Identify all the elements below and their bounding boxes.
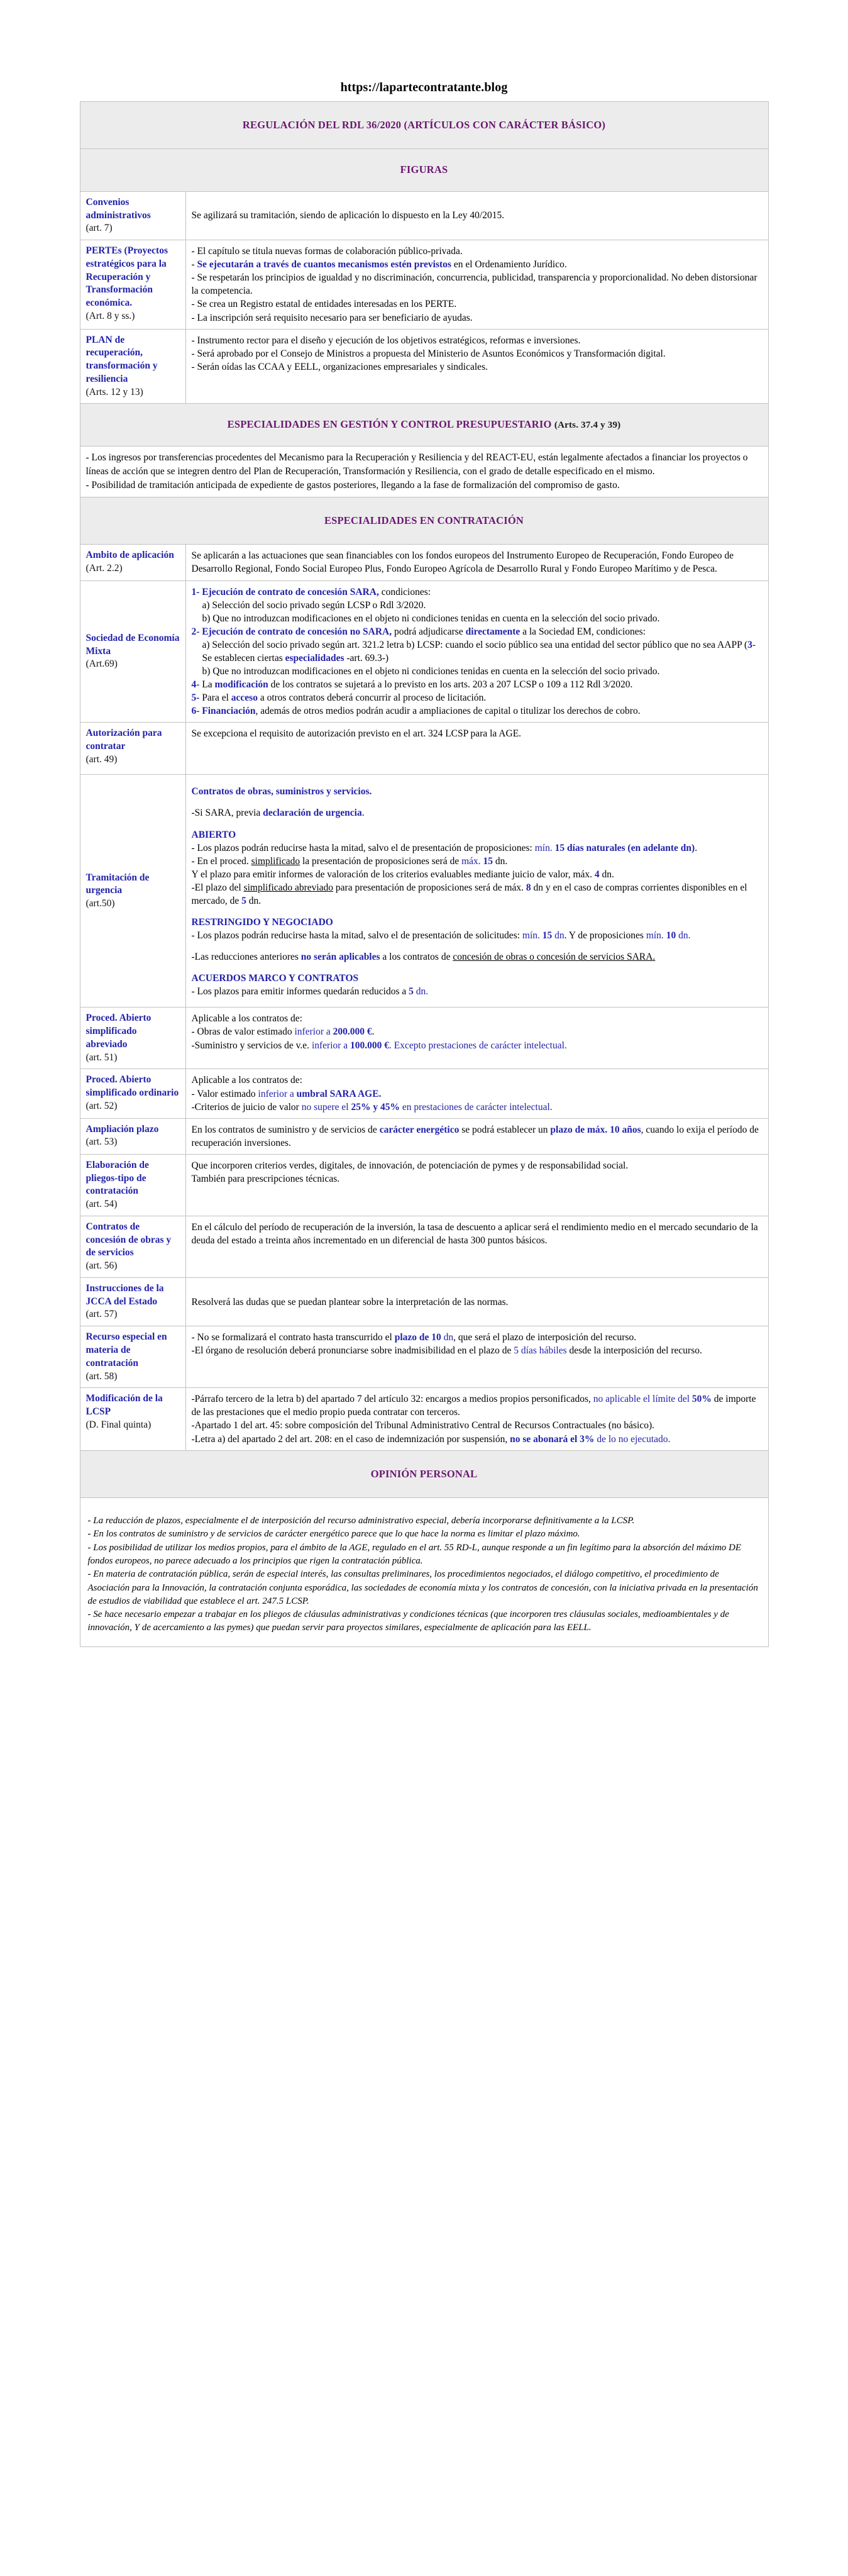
body-line-2 xyxy=(192,1344,763,1357)
inline-highlight: 1- Ejecución de contrato de concesión SARA, xyxy=(191,586,379,597)
inline-text: . Y de proposiciones xyxy=(564,930,646,941)
spacer xyxy=(192,963,763,972)
label-text: Ampliación plazo xyxy=(85,1123,159,1135)
inline-underline: concesión de obras o concesión de servicios SARA. xyxy=(453,952,656,963)
body-line-6 xyxy=(192,704,763,718)
inline-blue: dn xyxy=(441,1332,454,1343)
label-text: Sociedad de Economía Mixta xyxy=(85,632,180,657)
label-text: Tramitación de urgencia xyxy=(85,872,150,896)
label-text: Proced. Abierto simplificado abreviado xyxy=(85,1013,151,1050)
label-article: (art. 58) xyxy=(85,1370,118,1382)
inline-highlight: no se abonará el 3% xyxy=(510,1433,595,1445)
body-line: - Se crea un Registro estatal de entidades interesadas en los PERTE. xyxy=(191,299,457,310)
row-body-sociedad xyxy=(185,580,768,723)
body-line-1 xyxy=(192,1331,763,1344)
table-row xyxy=(80,446,768,497)
subheading-restringido: RESTRINGIDO Y NEGOCIADO xyxy=(191,916,333,928)
table-row xyxy=(80,1118,768,1154)
inline-highlight: 4 xyxy=(594,869,600,880)
table-row xyxy=(80,497,768,544)
row-body-pertes xyxy=(185,240,768,329)
row-body-convenios xyxy=(185,191,768,240)
inline-text: Y el plazo para emitir informes de valoración de los criterios evaluables mediante juicio de valor, máx. xyxy=(191,869,595,880)
inline-blue: mín. xyxy=(522,930,540,941)
inline-blue: dn. xyxy=(676,930,691,941)
row-body-ampliacion xyxy=(185,1118,768,1154)
label-article: (art. 51) xyxy=(85,1052,118,1063)
subheading-contratos: Contratos de obras, suministros y servicios. xyxy=(191,786,372,797)
label-article: (art.50) xyxy=(85,898,115,909)
inline-text: desde la interposición del recurso. xyxy=(566,1345,702,1357)
table-row xyxy=(80,1388,768,1450)
opinion-line: - En los contratos de suministro y de servicios de carácter energético parece que lo que hace la norma es limitar el plazo máximo. xyxy=(87,1529,580,1540)
inline-text: - Los plazos para emitir informes quedarán reducidos a xyxy=(191,986,409,997)
subheading-acuerdos: ACUERDOS MARCO Y CONTRATOS xyxy=(191,973,359,984)
body-line-1b: b) Que no introduzcan modificaciones en el objeto ni condiciones tenidas en cuenta en la selección del socio privado. xyxy=(202,613,660,624)
inline-highlight: 100.000 € xyxy=(350,1040,390,1051)
body-line-1a: a) Selección del socio privado según LCSP o Rdl 3/2020. xyxy=(202,599,426,611)
row-label-plan xyxy=(80,329,185,404)
inline-highlight: umbral SARA AGE. xyxy=(296,1088,382,1099)
body-line: - Será aprobado por el Consejo de Ministros a propuesta del Ministerio de Asuntos Económicos y Transformación digital. xyxy=(191,348,666,359)
inline-highlight: declaración de urgencia xyxy=(263,808,362,819)
row-label-modificacion xyxy=(80,1388,185,1450)
row-label-pertes xyxy=(80,240,185,329)
inline-blue: no aplicable el límite del xyxy=(593,1394,692,1405)
row-label-ordinario xyxy=(80,1069,185,1118)
inline-text: -art. 69.3-) xyxy=(344,652,389,663)
row-body-opinion xyxy=(80,1498,768,1647)
opinion-line: - Se hace necesario empezar a trabajar en los pliegos de cláusulas administrativas y condiciones técnicas (que incorporen tres cláusulas sociales, medioambientales y de innovación, Y de acercamiento a las pymes) que puedan servir para proyectos similares, especialmente de aplicación para las EELL. xyxy=(87,1609,729,1633)
label-text: Elaboración de pliegos-tipo de contratación xyxy=(85,1159,149,1197)
body-line-abierto-3 xyxy=(192,868,763,881)
inline-text: se podrá establecer un xyxy=(459,1124,551,1135)
inline-highlight: 8 xyxy=(526,882,531,893)
inline-text: dn. xyxy=(599,869,614,880)
inline-highlight: especialidades xyxy=(285,652,344,663)
inline-underline: simplificado abreviado xyxy=(243,882,334,893)
banner-figuras: FIGURAS xyxy=(80,149,768,191)
inline-text: -Letra a) del apartado 2 del art. 208: en el caso de indemnización por suspensión, xyxy=(191,1433,510,1445)
label-article: (art. 56) xyxy=(85,1260,118,1272)
inline-text: para presentación de proposiciones será de máx. xyxy=(333,882,526,893)
inline-highlight: 15 días naturales (en adelante dn) xyxy=(552,842,695,853)
label-text: Modificación de la LCSP xyxy=(85,1393,163,1418)
inline-blue: inferior a xyxy=(258,1088,297,1099)
inline-text: , que será el plazo de interposición del recurso. xyxy=(453,1332,637,1343)
banner-main: REGULACIÓN DEL RDL 36/2020 (ARTÍCULOS CON CARÁCTER BÁSICO) xyxy=(80,102,768,149)
label-text: PLAN de recuperación, transformación y resiliencia xyxy=(85,334,158,384)
body-line-suministro xyxy=(192,1039,763,1052)
inline-text: a los contratos de xyxy=(380,952,453,963)
inline-text: de importe de las prestaciones que el medio propio pueda contratar con terceros. xyxy=(191,1394,756,1418)
inline-highlight: plazo de máx. 10 años xyxy=(550,1124,641,1135)
body-line: - Serán oídas las CCAA y EELL, organizaciones empresariales y sindicales. xyxy=(191,361,488,372)
label-article: (Art.69) xyxy=(85,658,118,670)
inline-text: a otros contratos deberá concurrir al proceso de licitación. xyxy=(257,692,487,704)
inline-highlight: 15 xyxy=(539,930,553,941)
body-line: Aplicable a los contratos de: xyxy=(191,1075,302,1086)
table-row xyxy=(80,191,768,240)
inline-text: En los contratos de suministro y de servicios de xyxy=(191,1124,380,1135)
body-line: - Posibilidad de tramitación anticipada de expediente de gastos posteriores, llegando a la fase de formalización del compromiso de gasto. xyxy=(85,479,620,491)
label-article: (art. 52) xyxy=(85,1100,118,1111)
row-body-modificacion xyxy=(185,1388,768,1450)
spacer xyxy=(88,1508,761,1514)
inline-text: -Párrafo tercero de la letra b) del apartado 7 del artículo 32: encargos a medios propios personificados, xyxy=(191,1394,593,1405)
inline-blue: inferior a xyxy=(311,1040,351,1051)
table-row xyxy=(80,545,768,580)
inline-blue: máx. xyxy=(461,855,481,867)
inline-text: Se establecen ciertas xyxy=(202,652,285,663)
label-article: (art. 7) xyxy=(85,223,113,234)
table-row xyxy=(80,149,768,191)
table-row xyxy=(80,329,768,404)
inline-text: -Criterios de juicio de valor xyxy=(191,1101,302,1113)
table-row xyxy=(80,1498,768,1647)
inline-text: -Suministro y servicios de v.e. xyxy=(191,1040,312,1051)
inline-highlight: 3- xyxy=(747,639,756,650)
banner-gestion xyxy=(80,404,768,446)
body-line-2a xyxy=(192,638,763,665)
label-article: (Arts. 12 y 13) xyxy=(85,386,143,397)
spacer xyxy=(192,820,763,828)
banner-contratacion: ESPECIALIDADES EN CONTRATACIÓN xyxy=(80,497,768,544)
body-line-valor xyxy=(192,1087,763,1101)
row-label-ampliacion xyxy=(80,1118,185,1154)
inline-text: . xyxy=(372,1026,375,1038)
row-body-gestion xyxy=(80,446,768,497)
table-row xyxy=(80,1277,768,1326)
body-line-reducciones xyxy=(192,950,763,963)
opinion-line: - La reducción de plazos, especialmente el de interposición del recurso administrativo especial, debería incorporarse definitivamente a la LCSP. xyxy=(87,1516,635,1526)
inline-highlight: 10 xyxy=(663,930,676,941)
row-label-concesion xyxy=(80,1216,185,1277)
inline-blue: 5 días hábiles xyxy=(514,1345,567,1357)
body-line-2b: b) Que no introduzcan modificaciones en el objeto ni condiciones tenidas en cuenta en la selección del socio privado. xyxy=(202,665,660,677)
inline-text: , cuando lo exija el período de recuperación inversiones. xyxy=(191,1124,759,1148)
row-label-sociedad xyxy=(80,580,185,723)
inline-underline: simplificado xyxy=(251,855,300,867)
label-text: Contratos de concesión de obras y de servicios xyxy=(85,1221,172,1258)
regulation-table xyxy=(80,101,769,1647)
body-line-abierto-1 xyxy=(192,841,763,855)
row-body-pliegos xyxy=(185,1154,768,1216)
spacer xyxy=(192,908,763,916)
body-line-4 xyxy=(192,678,763,691)
inline-text: podrá adjudicarse xyxy=(392,626,466,637)
inline-highlight: carácter energético xyxy=(379,1124,460,1135)
label-article: (D. Final quinta) xyxy=(85,1419,151,1430)
body-line-obras xyxy=(192,1025,763,1038)
row-label-recurso xyxy=(80,1326,185,1388)
inline-text: a) Selección del socio privado según art. 321.2 letra b) LCSP: cuando el socio público sea una entidad del sector público que no sea AAPP ( xyxy=(202,639,748,650)
inline-text: a la Sociedad EM, condiciones: xyxy=(520,626,646,637)
spacer xyxy=(192,942,763,950)
label-article: (Art. 2.2) xyxy=(85,563,123,574)
inline-text: - En el proced. xyxy=(191,855,251,867)
body-line: - Los ingresos por transferencias procedentes del Mecanismo para la Recuperación y Resiliencia y del REACT-EU, están legalmente afectados a financiar los proyectos o líneas de acción que se integren dentro del Plan de Recuperación, Transformación y Resiliencia, con el grado de detalle especificado en el mismo. xyxy=(85,452,748,477)
label-text: Autorización para contratar xyxy=(85,728,162,752)
table-row xyxy=(80,240,768,329)
table-row xyxy=(80,1154,768,1216)
banner-gestion-suffix: (Arts. 37.4 y 39) xyxy=(554,420,621,431)
label-text: Instrucciones de la JCCA del Estado xyxy=(85,1282,164,1307)
body-line-acuerdos xyxy=(192,985,763,998)
label-text: Ambito de aplicación xyxy=(85,550,174,561)
inline-text: -El órgano de resolución deberá pronunciarse sobre inadmisibilidad en el plazo de xyxy=(191,1345,514,1357)
body-line-1 xyxy=(192,1392,763,1419)
label-article: (art. 53) xyxy=(85,1136,118,1148)
inline-highlight: 5 xyxy=(241,895,246,906)
label-text: Recurso especial en materia de contratación xyxy=(85,1331,167,1368)
inline-highlight: 4- xyxy=(191,679,200,691)
inline-highlight: 15 xyxy=(480,855,493,867)
inline-highlight: 50% xyxy=(691,1394,712,1405)
body-line: Aplicable a los contratos de: xyxy=(191,1013,302,1024)
row-body-ordinario xyxy=(185,1069,768,1118)
inline-blue: . Excepto prestaciones de carácter intelectual. xyxy=(389,1040,567,1051)
inline-text: dn. xyxy=(246,895,262,906)
row-body-recurso xyxy=(185,1326,768,1388)
inline-highlight: plazo de 10 xyxy=(394,1332,441,1343)
inline-highlight: 200.000 € xyxy=(333,1026,372,1038)
table-row xyxy=(80,1326,768,1388)
inline-highlight: 6- Financiación xyxy=(191,706,256,717)
body-line: Que incorporen criterios verdes, digitales, de innovación, de potenciación de pymes y de responsabilidad social. xyxy=(191,1160,629,1171)
body-line: - La inscripción será requisito necesario para ser beneficiario de ayudas. xyxy=(191,312,473,323)
inline-text: Para el xyxy=(199,692,231,704)
inline-highlight: 2- Ejecución de contrato de concesión no SARA, xyxy=(191,626,392,637)
row-body-autorizacion: Se excepciona el requisito de autorización previsto en el art. 324 LCSP para la AGE. xyxy=(185,723,768,775)
body-line: - El capítulo se titula nuevas formas de colaboración público-privada. xyxy=(191,246,463,257)
body-line-abierto-2 xyxy=(192,855,763,868)
row-label-ambito xyxy=(80,545,185,580)
inline-text: - Valor estimado xyxy=(191,1088,258,1099)
body-line-5 xyxy=(192,691,763,704)
label-article: (art. 54) xyxy=(85,1199,118,1210)
body-line-abierto-4 xyxy=(192,881,763,908)
row-body-tramitacion xyxy=(185,775,768,1008)
inline-blue: mín. xyxy=(646,930,664,941)
row-label-convenios xyxy=(80,191,185,240)
subheading-abierto: ABIERTO xyxy=(191,829,236,840)
body-line-criterios xyxy=(192,1101,763,1114)
inline-text: condiciones: xyxy=(378,586,431,597)
label-text: Convenios administrativos xyxy=(85,196,151,221)
inline-highlight: acceso xyxy=(231,692,258,704)
inline-text: dn y en el caso de compras corrientes disponibles en el mercado, de xyxy=(191,882,747,906)
inline-text: . xyxy=(361,808,365,819)
inline-blue: dn. xyxy=(413,986,429,997)
opinion-line: - Los posibilidad de utilizar los medios propios, para el ámbito de la AGE, regulado en el art. 55 RD-L, aunque responde a un fin legítimo para la absorción del máximo DE fondos europeos, no parece adecuado a los principios que rigen la contratación pública. xyxy=(87,1542,742,1566)
body-line-3 xyxy=(192,1433,763,1446)
inline-blue: no supere el xyxy=(301,1101,351,1113)
inline-highlight: no serán aplicables xyxy=(300,952,380,963)
table-row xyxy=(80,1008,768,1069)
table-row xyxy=(80,723,768,775)
inline-highlight: 5 xyxy=(409,986,414,997)
body-line-2 xyxy=(192,625,763,638)
table-row xyxy=(80,1216,768,1277)
row-body-abreviado xyxy=(185,1008,768,1069)
row-label-tramitacion xyxy=(80,775,185,1008)
table-row xyxy=(80,102,768,149)
inline-text: La xyxy=(199,679,215,691)
row-label-jcca xyxy=(80,1277,185,1326)
site-title: https://lapartecontratante.blog xyxy=(340,80,508,94)
table-row xyxy=(80,1069,768,1118)
inline-highlight: directamente xyxy=(465,626,520,637)
inline-highlight: modificación xyxy=(214,679,268,691)
label-article: (art. 57) xyxy=(85,1309,118,1320)
banner-gestion-text: ESPECIALIDADES EN GESTIÓN Y CONTROL PRESUPUESTARIO xyxy=(227,418,552,431)
body-line: También para prescripciones técnicas. xyxy=(191,1173,340,1184)
inline-text: - No se formalizará el contrato hasta transcurrido el xyxy=(191,1332,395,1343)
body-line-1 xyxy=(192,586,763,599)
inline-blue: inferior a xyxy=(294,1026,333,1038)
inline-text: -Las reducciones anteriores xyxy=(191,952,301,963)
row-label-autorizacion xyxy=(80,723,185,775)
opinion-line: - En materia de contratación pública, serán de especial interés, las consultas preliminares, los procedimientos negociados, el diálogo competitivo, el procedimiento de Asociación para la Innovación, la contratación conjunta esporádica, las sociedades de economía mixta y los contratos de concesión, con la iniciativa privada en la presentación de estudios de viabilidad que establece el art. 247.5 LCSP. xyxy=(87,1569,758,1606)
inline-text: - Obras de valor estimado xyxy=(191,1026,295,1038)
row-label-abreviado xyxy=(80,1008,185,1069)
body-line-highlight: - Se ejecutarán a través de cuantos mecanismos estén previstos en el Ordenamiento Jurídico. xyxy=(191,259,567,270)
inline-text: - Los plazos podrán reducirse hasta la mitad, salvo el de presentación de solicitudes: xyxy=(191,930,522,941)
label-article: (Art. 8 y ss.) xyxy=(85,311,135,321)
label-text: PERTEs (Proyectos estratégicos para la Recuperación y Transformación económica. xyxy=(85,245,168,309)
inline-blue: dn xyxy=(552,930,564,941)
table-row xyxy=(80,404,768,446)
row-body-jcca: Resolverá las dudas que se puedan plantear sobre la interpretación de las normas. xyxy=(185,1277,768,1326)
inline-blue: en prestaciones de carácter intelectual. xyxy=(399,1101,553,1113)
body-line: - Se respetarán los principios de igualdad y no discriminación, concurrencia, publicidad, transparencia y proporcionalidad. No deben distorsionar la competencia. xyxy=(191,272,757,297)
inline-blue: mín. xyxy=(534,842,553,853)
table-row xyxy=(80,775,768,1008)
body-line: Se agilizará su tramitación, siendo de aplicación lo dispuesto en la Ley 40/2015. xyxy=(191,210,505,221)
table-row xyxy=(80,1450,768,1497)
table-row xyxy=(80,580,768,723)
row-label-pliegos xyxy=(80,1154,185,1216)
label-article: (art. 49) xyxy=(85,753,118,765)
body-line-restringido-1 xyxy=(192,929,763,942)
inline-text: de los contratos se sujetará a lo previsto en los arts. 203 a 207 LCSP o 109 a 112 Rdl 3/2020. xyxy=(268,679,633,691)
inline-blue: de lo no ejecutado. xyxy=(594,1433,671,1445)
inline-text: la presentación de proposiciones será de xyxy=(300,855,462,867)
inline-text: dn. xyxy=(493,855,508,867)
inline-text: , además de otros medios podrán acudir a ampliaciones de capital o titulizar los derechos de cobro. xyxy=(255,706,641,717)
row-body-plan xyxy=(185,329,768,404)
inline-text: - Los plazos podrán reducirse hasta la mitad, salvo el de presentación de proposiciones: xyxy=(191,842,535,853)
body-line-sara xyxy=(192,806,763,819)
row-body-concesion: En el cálculo del período de recuperación de la inversión, la tasa de descuento a aplicar será el rendimiento medio en el mercado secundario de la deuda del estado a treinta años incrementado en un diferencial de hasta 300 puntos básicos. xyxy=(185,1216,768,1277)
inline-text: -El plazo del xyxy=(191,882,244,893)
inline-text: . xyxy=(695,842,698,853)
body-line: - Instrumento rector para el diseño y ejecución de los objetivos estratégicos, reformas e inversiones. xyxy=(191,335,581,346)
banner-opinion: OPINIÓN PERSONAL xyxy=(80,1450,768,1497)
body-line-2: -Apartado 1 del art. 45: sobre composición del Tribunal Administrativo Central de Recursos Contractuales (no básico). xyxy=(191,1420,655,1431)
inline-text: -Si SARA, previa xyxy=(191,808,263,819)
spacer xyxy=(192,798,763,806)
inline-highlight: 5- xyxy=(191,692,200,704)
label-text: Proced. Abierto simplificado ordinario xyxy=(85,1074,179,1099)
inline-highlight: 25% y 45% xyxy=(351,1101,400,1113)
row-body-ambito: Se aplicarán a las actuaciones que sean financiables con los fondos europeos del Instrumento Europeo de Recuperación, Fondo Europeo de Desarrollo Regional, Fondo Social Europeo Plus, Fondo Europeo Agrícola de Desarrollo Rural y Fondo Europeo Marítimo y de Pesca. xyxy=(185,545,768,580)
